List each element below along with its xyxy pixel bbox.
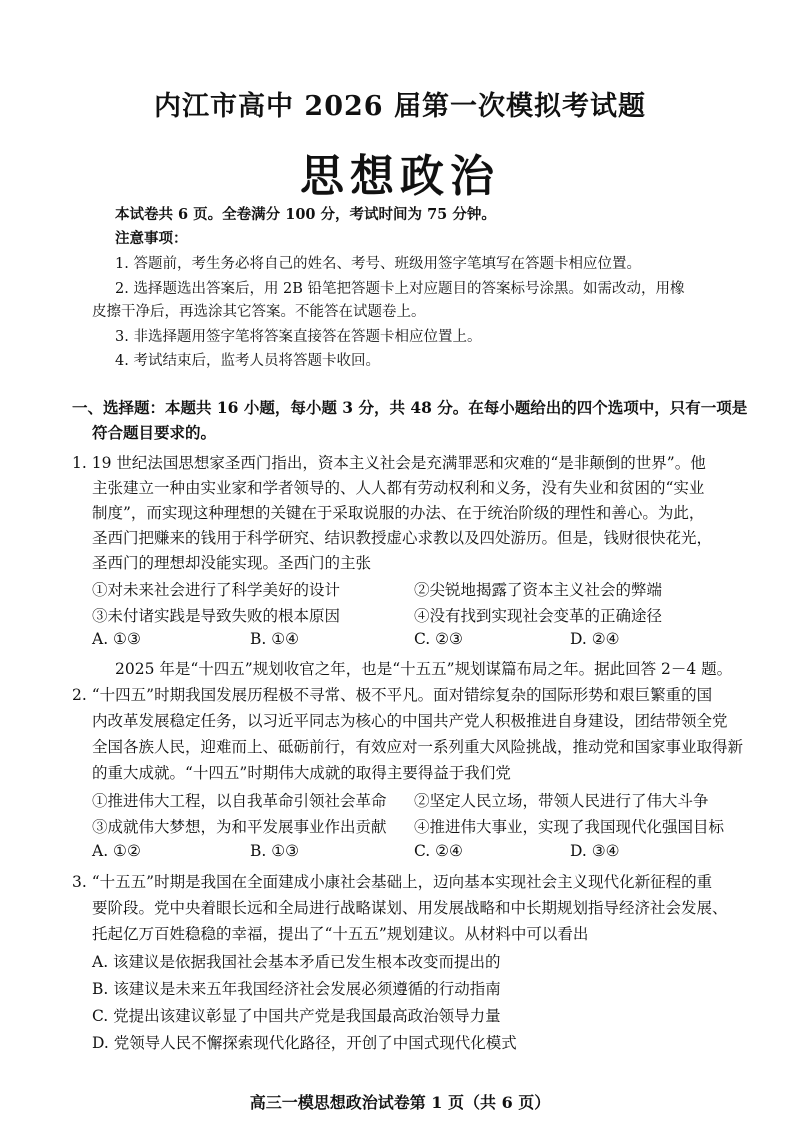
- exam-title: 内江市高中 2026 届第一次模拟考试题: [154, 91, 646, 122]
- question-text-line: 内改革发展稳定任务，以习近平同志为核心的中国共产党人积极推进自身建设，团结带领全党: [92, 712, 728, 730]
- statement-item: ③未付诸实践是导致失败的根本原因: [92, 607, 341, 625]
- statement-item: ①推进伟大工程，以自我革命引领社会革命: [92, 792, 387, 810]
- statement-item: ②尖锐地揭露了资本主义社会的弊端: [414, 581, 663, 599]
- answer-choice: B. ①④: [250, 630, 300, 648]
- statement-item: ①对未来社会进行了科学美好的设计: [92, 581, 341, 599]
- page-footer: 高三一模思想政治试卷第 1 页（共 6 页）: [249, 1093, 551, 1112]
- question-text-line: 的重大成就。“十四五”时期伟大成就的取得主要得益于我们党: [92, 764, 511, 782]
- answer-choice: D. ②④: [570, 630, 620, 648]
- section-heading-line: 一、选择题：本题共 16 小题，每小题 3 分，共 48 分。在每小题给出的四个选项中，只有一项是: [72, 398, 748, 417]
- question-text-line: 圣西门把赚来的钱用于科学研究、结识教授虚心求教以及四处游历。但是，钱财很快花光，: [92, 529, 713, 547]
- answer-choice: C. ②④: [414, 842, 463, 860]
- question-text-line: 圣西门的理想却没能实现。圣西门的主张: [92, 554, 372, 572]
- answer-option: D. 党领导人民不懈探索现代化路径，开创了中国式现代化模式: [92, 1034, 517, 1052]
- note-line: 1. 答题前，考生务必将自己的姓名、考号、班级用签字笔填写在答题卡相应位置。: [115, 256, 641, 272]
- question-text-line: 托起亿万百姓稳稳的幸福，提出了“十五五”规划建议。从材料中可以看出: [92, 925, 589, 943]
- answer-option: B. 该建议是未来五年我国经济社会发展必须遵循的行动指南: [92, 980, 501, 998]
- question-text-line: 2. “十四五”时期我国发展历程极不寻常、极不平凡。面对错综复杂的国际形势和艰巨繁重的国: [72, 686, 713, 704]
- question-text-line: 3. “十五五”时期是我国在全面建成小康社会基础上，迈向基本实现社会主义现代化新征程的重: [72, 873, 713, 891]
- answer-choice: A. ①②: [92, 842, 141, 860]
- exam-summary: 本试卷共 6 页。全卷满分 100 分，考试时间为 75 分钟。: [115, 206, 496, 223]
- answer-choice: A. ①③: [92, 630, 141, 648]
- answer-option: C. 党提出该建议彰显了中国共产党是我国最高政治领导力量: [92, 1007, 501, 1025]
- question-text-line: 全国各族人民，迎难而上、砥砺前行，有效应对一系列重大风险挑战，推动党和国家事业取得新: [92, 738, 744, 756]
- statement-item: ③成就伟大梦想，为和平发展事业作出贡献: [92, 818, 387, 836]
- answer-choice: C. ②③: [414, 630, 463, 648]
- note-line: 2. 选择题选出答案后，用 2B 铅笔把答题卡上对应题目的答案标号涂黑。如需改动，用橡: [115, 281, 685, 297]
- question-text-line: 主张建立一种由实业家和学者领导的、人人都有劳动权利和义务，没有失业和贫困的“实业: [92, 479, 705, 497]
- statement-item: ④推进伟大事业，实现了我国现代化强国目标: [414, 818, 725, 836]
- answer-option: A. 该建议是依据我国社会基本矛盾已发生根本改变而提出的: [92, 953, 501, 971]
- note-line: 皮擦干净后，再选涂其它答案。不能答在试题卷上。: [92, 304, 426, 320]
- question-text-line: 要阶段。党中央着眼长远和全局进行战略谋划、用发展战略和中长期规划指导经济社会发展、: [92, 899, 728, 917]
- shared-material: 2025 年是“十四五”规划收官之年，也是“十五五”规划谋篇布局之年。据此回答 2－4 题。: [115, 660, 733, 678]
- subject-title: 思想政治: [300, 151, 500, 202]
- question-text-line: 1. 19 世纪法国思想家圣西门指出，资本主义社会是充满罪恶和灾难的“是非颠倒的世界”。他: [72, 454, 706, 472]
- note-line: 3. 非选择题用签字笔将答案直接答在答题卡相应位置上。: [115, 329, 482, 345]
- answer-choice: D. ③④: [570, 842, 620, 860]
- section-heading-line: 符合题目要求的。: [92, 423, 217, 442]
- answer-choice: B. ①③: [250, 842, 300, 860]
- notes-heading: 注意事项：: [115, 230, 188, 247]
- question-text-line: 制度”，而实现这种理想的关键在于采取说服的办法、在于统治阶级的理性和善心。为此，: [92, 504, 705, 522]
- statement-item: ②坚定人民立场，带领人民进行了伟大斗争: [414, 792, 709, 810]
- statement-item: ④没有找到实现社会变革的正确途径: [414, 607, 663, 625]
- note-line: 4. 考试结束后，监考人员将答题卡收回。: [115, 353, 380, 369]
